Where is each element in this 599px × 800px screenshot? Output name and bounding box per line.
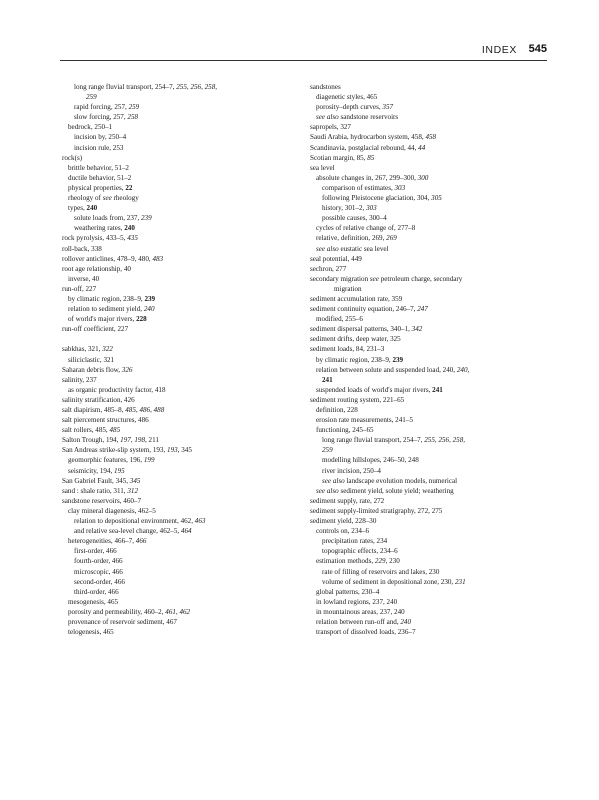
index-entry-text: 22	[125, 183, 133, 192]
index-entry	[310, 486, 560, 496]
index-entry-text: Salton Trough, 194,	[62, 436, 121, 445]
index-entry-text: see also	[316, 244, 339, 253]
index-entry	[310, 203, 560, 213]
index-entry	[310, 304, 560, 314]
index-entry-text: porosity and permeability, 460–2,	[68, 607, 166, 616]
index-entry-text: sediment routing system, 221–65	[310, 395, 405, 404]
index-entry-text: migration	[334, 284, 362, 293]
index-entry-text: fourth-order, 466	[74, 557, 123, 566]
index-entry	[310, 102, 560, 112]
index-entry	[62, 355, 298, 365]
index-entry-text: eustatic sea level	[338, 244, 389, 253]
index-entry-text: 458	[425, 133, 437, 142]
index-entry-text: mesogenesis, 465	[68, 597, 119, 606]
index-entry	[310, 627, 560, 637]
index-entry-text: definition, 228	[316, 406, 358, 414]
index-entry-text: geomorphic features, 196,	[68, 456, 144, 465]
index-entry-text: 483	[152, 254, 164, 263]
index-entry-text: 247	[417, 305, 428, 314]
index-entry	[62, 466, 298, 476]
index-entry-text: , 230	[385, 557, 400, 566]
index-entry-text: , 211	[144, 436, 159, 445]
index-entry-text: weathering rates,	[74, 224, 125, 233]
index-entry	[310, 183, 560, 193]
index-entry	[62, 587, 298, 597]
index-entry-text: 255, 256, 258,	[424, 436, 466, 445]
index-entry	[310, 334, 560, 344]
index-entry	[62, 193, 298, 203]
index-entry-text: secondary migration	[310, 274, 370, 283]
index-entry-text: see	[369, 274, 379, 283]
index-entry	[62, 304, 298, 314]
index-entry-text: bedrock, 250–1	[68, 123, 113, 132]
index-entry	[310, 617, 560, 627]
index-entry	[62, 597, 298, 607]
index-entry	[310, 455, 560, 465]
index-entry-text: modelling hillslopes, 246–50, 248	[322, 456, 419, 465]
index-entry	[310, 365, 560, 375]
index-entry-text: petroleum charge, secondary	[378, 274, 463, 283]
index-entry-text: Saharan debris flow,	[62, 365, 122, 374]
index-entry-text: 485, 486, 488	[125, 406, 165, 414]
index-entry	[310, 284, 560, 294]
index-entry-text: run-off coefficient, 227	[62, 325, 129, 334]
index-entry-text: 255, 256, 258,	[176, 83, 218, 91]
index-entry-text: 240	[124, 224, 135, 233]
index-entry-text: 241	[432, 385, 443, 394]
index-entry	[62, 425, 298, 435]
index-entry-text: , 345	[177, 446, 192, 455]
index-entry-text: 231	[454, 577, 466, 586]
index-entry	[62, 294, 298, 304]
index-entry-text: 357	[382, 103, 394, 112]
index-entry	[310, 223, 560, 233]
index-entry-text: see also	[316, 486, 339, 495]
index-entry	[62, 274, 298, 284]
index-entry-text: San Gabriel Fault, 345,	[62, 476, 130, 485]
index-entry	[310, 92, 560, 102]
index-entry	[310, 375, 560, 385]
index-entry-text: inverse, 40	[68, 274, 100, 283]
index-entry-text: 258	[127, 113, 139, 122]
index-entry-text: second-order, 466	[74, 577, 125, 586]
index-entry	[310, 274, 560, 284]
index-entry-text: 303	[394, 183, 406, 192]
index-entry-text: relation between solute and suspended load, 240,	[316, 365, 457, 374]
index-entry	[62, 627, 298, 637]
index-entry-text: 259	[128, 103, 140, 112]
index-entry	[62, 314, 298, 324]
index-entry	[62, 173, 298, 183]
index-entry-text: relation between run-off and,	[316, 617, 401, 626]
index-entry-text: possible causes, 300–4	[322, 214, 387, 223]
index-entry-text: clay mineral diagenesis, 462–5	[68, 506, 156, 515]
index-entry-text: diagenetic styles, 465	[316, 93, 378, 102]
index-entry-text: third-order, 466	[74, 587, 119, 596]
index-entry-text: precipitation rates, 234	[322, 537, 388, 546]
index-entry-text: sediment supply-limited stratigraphy, 272, 275	[310, 506, 443, 515]
index-entry	[310, 193, 560, 203]
index-entry-text: controls on, 234–6	[316, 527, 370, 536]
index-entry-text: rheology of	[68, 194, 103, 203]
index-entry	[310, 314, 560, 324]
index-entry-text: 239	[141, 214, 152, 223]
index-entry-text: relative, definition, 269,	[316, 234, 387, 243]
index-entry	[62, 516, 298, 526]
index-entry	[310, 435, 560, 445]
index-entry	[310, 254, 560, 264]
index-entry	[62, 546, 298, 556]
index-entry	[310, 476, 560, 486]
index-entry-text: slow forcing, 257,	[74, 113, 128, 122]
index-column-right	[310, 82, 560, 637]
index-entry	[310, 466, 560, 476]
index-entry-text: 326	[121, 365, 133, 374]
index-entry-text: salt rollers, 485,	[62, 426, 110, 435]
index-entry-text: relation to sediment yield,	[68, 305, 144, 314]
index-entry-text: 485	[109, 426, 121, 435]
index-entry-text: volume of sediment in depositional zone, 230,	[322, 577, 455, 586]
index-entry	[310, 395, 560, 405]
index-entry-text: erosion rate measurements, 241–5	[316, 416, 413, 425]
index-entry-text: 463	[194, 517, 206, 526]
index-entry-text: 345	[129, 476, 141, 485]
index-entry-text: incision rule, 253	[74, 143, 124, 152]
index-entry	[62, 435, 298, 445]
index-entry-text: telogenesis, 465	[68, 628, 114, 637]
index-entry-text: heterogeneities, 466–7,	[68, 537, 136, 546]
index-entry	[310, 163, 560, 173]
index-entry	[310, 355, 560, 365]
index-entry	[310, 516, 560, 526]
index-entry	[62, 395, 298, 405]
index-entry-text: absolute changes in, 267, 299–300,	[316, 173, 418, 182]
index-entry-text: sediment accumulation rate, 359	[310, 294, 403, 303]
index-entry	[310, 556, 560, 566]
index-entry-text: 305	[431, 194, 442, 203]
index-entry-text: sediment dispersal patterns, 340–1,	[310, 325, 412, 334]
index-entry-text: landscape evolution models, numerical	[344, 476, 458, 485]
index-entry	[310, 415, 560, 425]
index-entry-text: microscopic, 466	[74, 567, 123, 576]
index-entry	[310, 233, 560, 243]
index-entry-text: and relative sea-level change, 462–5,	[74, 527, 181, 536]
index-entry	[62, 455, 298, 465]
index-entry	[62, 254, 298, 264]
index-entry-text: long range fluvial transport, 254–7,	[74, 83, 177, 91]
index-entry-text: salt diapirism, 485–8,	[62, 406, 126, 414]
index-entry	[62, 556, 298, 566]
page-number: 545	[528, 43, 547, 55]
index-entry	[310, 536, 560, 546]
index-entry	[62, 324, 298, 334]
index-entry	[62, 536, 298, 546]
index-entry	[310, 577, 560, 587]
index-entry	[62, 163, 298, 173]
index-entry	[310, 264, 560, 274]
index-entry	[62, 143, 298, 153]
index-entry	[62, 617, 298, 627]
index-entry	[310, 112, 560, 122]
index-entry-text: run-off, 227	[62, 284, 97, 293]
index-entry-text: 239	[144, 294, 156, 303]
index-entry	[62, 244, 298, 254]
index-entry	[310, 567, 560, 577]
index-entry	[62, 526, 298, 536]
index-entry-text: 193	[167, 446, 178, 455]
index-entry-text: 303	[366, 204, 377, 213]
index-entry-text: estimation methods,	[316, 557, 375, 566]
index-entry	[62, 153, 298, 163]
index-entry-text: see	[102, 194, 112, 203]
index-entry	[62, 122, 298, 132]
index-entry	[310, 324, 560, 334]
index-entry-text: sediment loads, 84, 231–3	[310, 345, 385, 354]
index-entry	[310, 587, 560, 597]
index-entry-text: 435	[127, 234, 138, 243]
index-entry-text: rapid forcing, 257,	[74, 103, 129, 112]
index-entry-text: types,	[68, 204, 87, 213]
index-entry-text: seal potential, 449	[310, 254, 362, 263]
index-entry-text: as organic productivity factor, 418	[68, 385, 166, 394]
running-title: INDEX	[481, 44, 517, 56]
index-entry	[310, 607, 560, 617]
index-entry-text: Scandinavia, postglacial rebound, 44,	[310, 143, 419, 152]
index-entry-text: 228	[136, 315, 147, 324]
index-entry-text: root age relationship, 40	[62, 264, 131, 273]
index-entry	[310, 445, 560, 455]
index-entry	[310, 143, 560, 153]
index-entry-text: 85	[367, 153, 375, 162]
index-entry-text: comparison of estimates,	[322, 183, 395, 192]
index-entry-text: river incision, 250–4	[322, 466, 381, 475]
index-entry-text: by climatic region, 238–9,	[68, 294, 145, 303]
index-entry-text: of world's major rivers,	[68, 315, 137, 324]
index-entry-text: rate of filling of reservoirs and lakes, 230	[322, 567, 440, 576]
index-entry-text: 300	[417, 173, 429, 182]
index-entry	[310, 153, 560, 163]
index-entry	[62, 486, 298, 496]
index-entry	[310, 405, 560, 415]
index-entry-text: 229	[374, 557, 386, 566]
index-entry-text: sabkhas, 321,	[62, 345, 103, 354]
index-entry	[310, 344, 560, 354]
index-entry	[62, 264, 298, 274]
index-entry-text: roll-back, 338	[62, 244, 102, 253]
index-entry-text: brittle behavior, 51–2	[68, 163, 129, 172]
index-entry	[310, 496, 560, 506]
index-entry	[310, 244, 560, 254]
index-entry-text: see also	[322, 476, 345, 485]
index-entry-text: sandstone reservoirs	[338, 113, 399, 122]
index-entry	[310, 506, 560, 516]
index-entry-text: incision by, 250–4	[74, 133, 127, 142]
index-entry-text: 240	[400, 617, 412, 626]
index-entry-text: sea level	[310, 163, 335, 172]
index-entry	[62, 567, 298, 577]
index-entry	[62, 577, 298, 587]
index-entry	[62, 223, 298, 233]
index-entry-text: 312	[127, 486, 138, 495]
index-entry-text: Saudi Arabia, hydrocarbon system, 458,	[310, 133, 426, 142]
index-entry-text: history, 301–2,	[322, 204, 367, 213]
index-entry	[62, 506, 298, 516]
index-entry	[310, 294, 560, 304]
index-entry	[310, 597, 560, 607]
index-entry	[62, 607, 298, 617]
index-entry	[62, 284, 298, 294]
index-entry-text: 464	[180, 527, 192, 536]
index-entry-text: sandstone reservoirs, 460–7	[62, 496, 142, 505]
index-entry-text: porosity–depth curves,	[316, 103, 383, 112]
index-entry-text: Scotian margin, 85,	[310, 153, 368, 162]
index-entry-text: salt piercement structures, 486	[62, 416, 149, 425]
index-entry	[62, 496, 298, 506]
index-entry-text: sandstones	[310, 83, 341, 91]
index-entry	[62, 203, 298, 213]
index-entry-text: rollover anticlines, 478–9, 480,	[62, 254, 153, 263]
index-entry-text: 44	[418, 143, 426, 152]
index-entry	[62, 92, 298, 102]
index-entry-text: topographic effects, 234–6	[322, 547, 398, 556]
index-entry-text: 322	[102, 345, 113, 354]
index-entry	[310, 425, 560, 435]
index-entry	[62, 82, 298, 92]
index-entry-text: 199	[143, 456, 155, 465]
index-entry	[310, 122, 560, 132]
index-entry-text: transport of dissolved loads, 236–7	[316, 628, 416, 637]
index-entry	[62, 102, 298, 112]
index-entry-text: sediment yield, 228–30	[310, 517, 377, 526]
index-entry-text: see also	[316, 113, 339, 122]
index-entry-text: relation to depositional environment, 462,	[74, 517, 195, 526]
index-entry	[62, 385, 298, 395]
index-entry-text: 259	[86, 93, 97, 102]
index-entry-text: sand : shale ratio, 311,	[62, 486, 128, 495]
index-entry-text: sediment yield, solute yield; weathering	[338, 486, 454, 495]
index-entry	[310, 546, 560, 556]
index-entry-text: 342	[411, 325, 423, 334]
index-entry	[62, 183, 298, 193]
index-entry	[62, 233, 298, 243]
index-entry	[310, 82, 560, 92]
index-entry-text: salinity stratification, 426	[62, 395, 135, 404]
index-entry-text: solute loads from, 237,	[74, 214, 141, 223]
index-entry-text: 466	[135, 537, 147, 546]
index-entry-text: 259	[322, 446, 333, 455]
index-entry	[62, 112, 298, 122]
index-column-left	[62, 82, 298, 637]
index-entry-text: 240	[456, 365, 468, 374]
index-entry	[310, 213, 560, 223]
index-entry-text: 195	[114, 466, 125, 475]
index-entry-text: physical properties,	[68, 183, 126, 192]
index-entry-text: sediment continuity equation, 246–7,	[310, 305, 418, 314]
index-entry	[62, 445, 298, 455]
index-entry	[310, 132, 560, 142]
index-entry-text: 239	[392, 355, 404, 364]
index-entry	[62, 375, 298, 385]
index-entry-text: 240	[86, 204, 98, 213]
index-entry-text: provenance of reservoir sediment, 467	[68, 617, 177, 626]
index-entry-text: salinity, 237	[62, 375, 97, 384]
index-entry-text: 269	[386, 234, 397, 243]
index-entry-text: 241	[322, 375, 333, 384]
index-entry-text: rheology	[111, 194, 139, 203]
index-entry	[62, 213, 298, 223]
index-entry-text: global patterns, 230–4	[316, 587, 380, 596]
index-entry-text: modified, 255–6	[316, 315, 363, 324]
index-entry-text: first-order, 466	[74, 547, 117, 556]
index-entry-text: sediment drifts, deep water, 325	[310, 335, 401, 344]
index-entry	[310, 526, 560, 536]
index-entry-text: 197, 198	[120, 436, 145, 445]
index-entry	[62, 132, 298, 142]
index-entry-text: rock pyrolysis, 433–5,	[62, 234, 128, 243]
index-entry-text: 240	[143, 305, 155, 314]
index-entry	[310, 385, 560, 395]
index-entry	[62, 344, 298, 354]
index-entry-text: sechron, 277	[310, 264, 347, 273]
index-entry-text: San Andreas strike-slip system, 193,	[62, 446, 168, 455]
index-entry-text: ductile behavior, 51–2	[68, 173, 132, 182]
index-entry-text: following Pleistocene glaciation, 304,	[322, 194, 432, 203]
index-entry-text: siliciclastic, 321	[68, 355, 115, 364]
index-entry	[62, 365, 298, 375]
index-entry	[310, 173, 560, 183]
index-section-gap	[62, 334, 298, 344]
index-entry-text: seismicity, 194,	[68, 466, 115, 475]
index-entry	[62, 405, 298, 415]
index-entry-text: long range fluvial transport, 254–7,	[322, 436, 425, 445]
index-entry-text: in mountainous areas, 237, 240	[316, 607, 405, 616]
index-entry-text: sapropels, 327	[310, 123, 351, 132]
index-entry	[62, 476, 298, 486]
index-entry-text: ,	[467, 365, 470, 374]
running-header	[60, 44, 547, 61]
index-entry-text: functioning, 245–65	[316, 426, 374, 435]
index-entry-text: 461, 462	[165, 607, 191, 616]
index-entry-text: sediment supply, rate, 272	[310, 496, 385, 505]
index-entry-text: rock(s)	[62, 153, 83, 162]
index-entry-text: in lowland regions, 237, 240	[316, 597, 398, 606]
index-entry-text: suspended loads of world's major rivers,	[316, 385, 433, 394]
index-entry-text: cycles of relative change of, 277–8	[316, 224, 416, 233]
index-entry	[62, 415, 298, 425]
index-entry-text: by climatic region, 238–9,	[316, 355, 393, 364]
